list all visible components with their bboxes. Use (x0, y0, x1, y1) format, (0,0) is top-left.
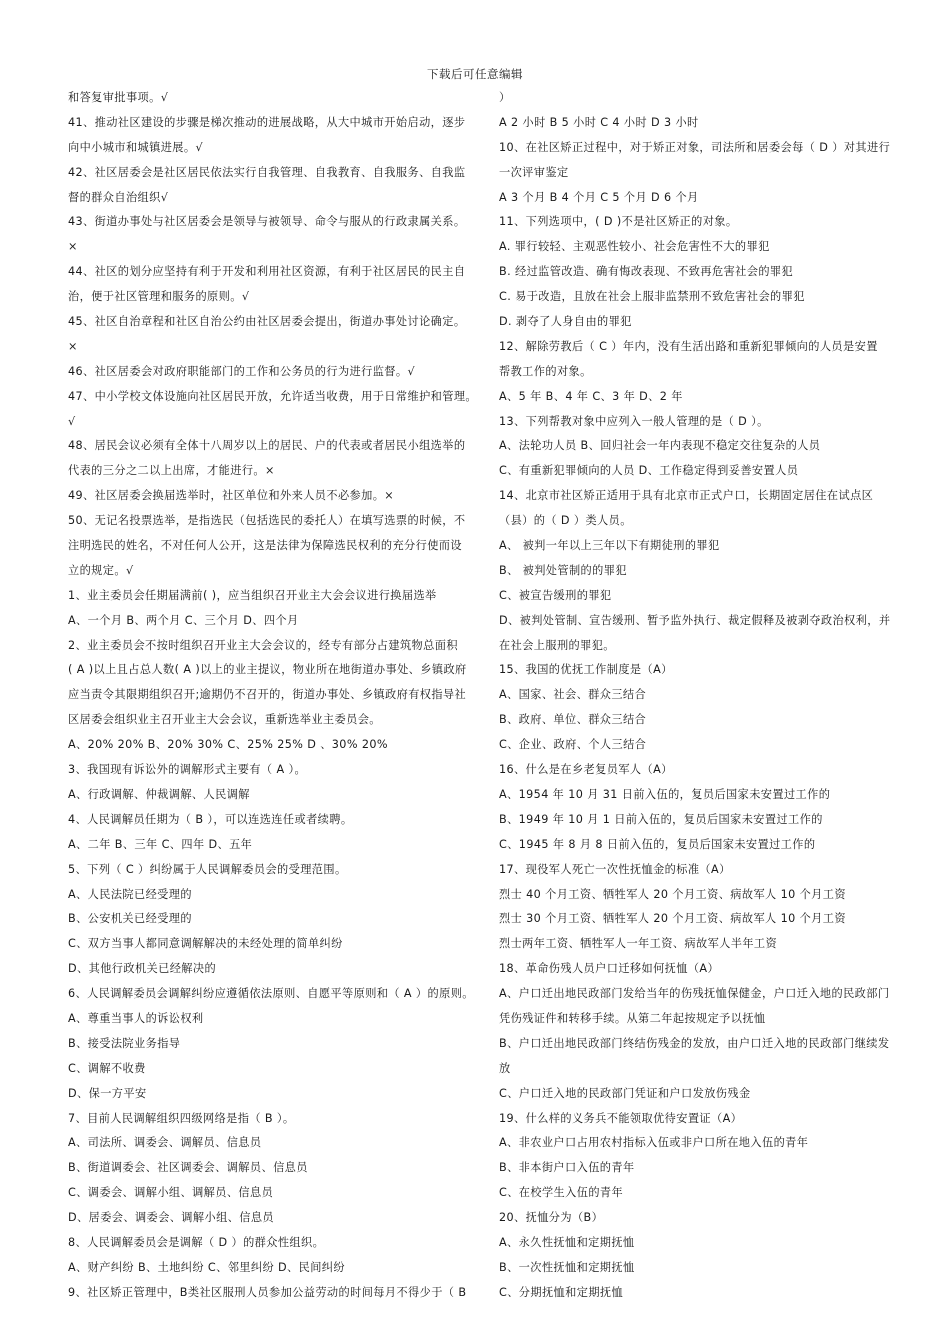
text-line: A 2 小时 B 5 小时 C 4 小时 D 3 小时 (499, 115, 699, 129)
text-line: 向中小城市和城镇进展。√ (68, 140, 203, 154)
text-line: D、保一方平安 (68, 1086, 147, 1100)
text-line: A、永久性抚恤和定期抚恤 (499, 1235, 635, 1249)
text-line: D、被判处管制、宣告缓刑、暂予监外执行、裁定假释及被剥夺政治权利，并 (499, 613, 891, 627)
text-line: B、户口迁出地民政部门终结伤残金的发放，由户口迁入地的民政部门继续发 (499, 1036, 890, 1050)
text-line: × (68, 339, 78, 353)
text-line: 15、我国的优抚工作制度是（A） (499, 663, 673, 677)
text-line: 烈士 40 个月工资、牺牲军人 20 个月工资、病故军人 10 个月工资 (499, 887, 846, 901)
text-line: 治，便于社区管理和服务的原则。√ (68, 290, 250, 304)
text-line: A、国家、社会、群众三结合 (499, 688, 647, 702)
text-line: A. 罪行较轻、主观恶性较小、社会危害性不大的罪犯 (499, 240, 770, 254)
text-line: 3、我国现有诉讼外的调解形式主要有（ A ）。 (68, 763, 307, 777)
text-line: 10、在社区矫正过程中，对于矫正对象，司法所和居委会每（ D ）对其进行 (499, 140, 891, 154)
text-line: 在社会上服刑的罪犯。 (499, 638, 615, 652)
text-line: 4、人民调解员任期为（ B ），可以连选连任或者续聘。 (68, 812, 353, 826)
text-line: B、 被判处管制的的罪犯 (499, 563, 627, 577)
text-line: 49、社区居委会换届选举时，社区单位和外来人员不必参加。× (68, 489, 395, 503)
text-line: 立的规定。√ (68, 563, 134, 577)
text-line: 督的群众自治组织√ (68, 190, 169, 204)
text-line: C、调委会、调解小组、调解员、信息员 (68, 1186, 274, 1200)
text-line: A、行政调解、仲裁调解、人民调解 (68, 787, 250, 801)
text-line: A、二年 B、三年 C、四年 D、五年 (68, 837, 253, 851)
text-line: 一次评审鉴定 (499, 165, 569, 179)
text-line: 区居委会组织业主召开业主大会会议，重新选举业主委员会。 (68, 713, 381, 727)
text-line: B. 经过监管改造、确有悔改表现、不致再危害社会的罪犯 (499, 265, 794, 279)
text-line: 11、下列选项中，( D )不是社区矫正的对象。 (499, 215, 738, 229)
text-line: 8、人民调解委员会是调解（ D ）的群众性组织。 (68, 1235, 325, 1249)
text-line: 烈士两年工资、牺牲军人一年工资、病故军人半年工资 (499, 937, 778, 951)
text-line: C、分期抚恤和定期抚恤 (499, 1285, 624, 1299)
text-line: C、企业、政府、个人三结合 (499, 738, 647, 752)
right-column (499, 86, 909, 1306)
text-line: 48、居民会议必须有全体十八周岁以上的居民、户的代表或者居民小组选举的 (68, 439, 466, 453)
text-line: B、非本街户口入伍的青年 (499, 1161, 635, 1175)
text-line: 代表的三分之二以上出席，才能进行。× (68, 464, 275, 478)
text-line: A、非农业户口占用农村指标入伍或非户口所在地入伍的青年 (499, 1136, 809, 1150)
text-line: 放 (499, 1061, 511, 1075)
text-line: 12、解除劳教后（ C ）年内，没有生活出路和重新犯罪倾向的人员是安置 (499, 339, 878, 353)
text-line: ） (499, 91, 511, 104)
text-line: 2、业主委员会不按时组织召开业主大会会议的，经专有部分占建筑物总面积 (68, 638, 458, 652)
text-line: A、人民法院已经受理的 (68, 887, 192, 901)
text-line: 44、社区的划分应坚持有利于开发和利用社区资源，有利于社区居民的民主自 (68, 265, 466, 279)
text-line: 凭伤残证件和转移手续。从第二年起按规定予以抚恤 (499, 1011, 766, 1025)
text-line: B、公安机关已经受理的 (68, 912, 192, 926)
text-line: 41、推动社区建设的步骤是梯次推动的进展战略，从大中城市开始启动，逐步 (68, 115, 466, 129)
text-line: A、尊重当事人的诉讼权利 (68, 1011, 204, 1025)
text-line: 和答复审批事项。√ (68, 91, 169, 104)
text-line: A、财产纠纷 B、土地纠纷 C、邻里纠纷 D、民间纠纷 (68, 1260, 345, 1274)
text-line: 6、人民调解委员会调解纠纷应遵循依法原则、自愿平等原则和（ A ）的原则。 (68, 987, 474, 1001)
text-line: 14、北京市社区矫正适用于具有北京市正式户口，长期固定居住在试点区 (499, 489, 874, 503)
text-line: C、1945 年 8 月 8 日前入伍的，复员后国家未安置过工作的 (499, 837, 816, 851)
page-header: 下载后可任意编辑 (427, 67, 523, 81)
text-line: 47、中小学校文体设施向社区居民开放，允许适当收费，用于日常维护和管理。 (68, 389, 478, 403)
text-line: B、一次性抚恤和定期抚恤 (499, 1260, 635, 1274)
text-line: 7、目前人民调解组织四级网络是指（ B ）。 (68, 1111, 295, 1125)
text-line: D. 剥夺了人身自由的罪犯 (499, 315, 632, 329)
text-line: C、有重新犯罪倾向的人员 D、工作稳定得到妥善安置人员 (499, 464, 799, 478)
text-line: 19、什么样的义务兵不能领取优待安置证（A） (499, 1111, 743, 1125)
text-line: B、1949 年 10 月 1 日前入伍的，复员后国家未安置过工作的 (499, 812, 823, 826)
text-line: 50、无记名投票选举，是指选民（包括选民的委托人）在填写选票的时候，不 (68, 514, 466, 528)
text-line: 13、下列帮教对象中应列入一般人管理的是（ D ）。 (499, 414, 769, 428)
text-line: C、户口迁入地的民政部门凭证和户口发放伤残金 (499, 1086, 751, 1100)
text-line: （县）的（ D ）类人员。 (499, 514, 632, 528)
text-line: C. 易于改造，且放在社会上服非监禁刑不致危害社会的罪犯 (499, 290, 805, 304)
text-line: 18、革命伤残人员户口迁移如何抚恤（A） (499, 962, 720, 976)
text-line: 42、社区居委会是社区居民依法实行自我管理、自我教育、自我服务、自我监 (68, 165, 466, 179)
text-line: A、 被判一年以上三年以下有期徒刑的罪犯 (499, 539, 720, 553)
text-line: B、政府、单位、群众三结合 (499, 713, 647, 727)
text-line: 9、社区矫正管理中，B类社区服刑人员参加公益劳动的时间每月不得少于（ B (68, 1285, 467, 1299)
left-column (68, 86, 488, 1306)
text-line: 1、业主委员会任期届满前( )，应当组织召开业主大会会议进行换届选举 (68, 588, 437, 602)
text-line: 45、社区自治章程和社区自治公约由社区居委会提出，街道办事处讨论确定。 (68, 315, 466, 329)
text-line: 5、下列（ C ）纠纷属于人民调解委员会的受理范围。 (68, 862, 347, 876)
text-line: √ (68, 414, 76, 428)
text-line: 43、街道办事处与社区居委会是领导与被领导、命令与服从的行政隶属关系。 (68, 215, 466, 229)
text-line: × (68, 240, 78, 254)
text-line: C、在校学生入伍的青年 (499, 1186, 624, 1200)
text-line: C、双方当事人都同意调解解决的未经处理的简单纠纷 (68, 937, 343, 951)
text-line: 16、什么是在乡老复员军人（A） (499, 763, 673, 777)
text-line: A、一个月 B、两个月 C、三个月 D、四个月 (68, 613, 299, 627)
text-line: 烈士 30 个月工资、牺牲军人 20 个月工资、病故军人 10 个月工资 (499, 912, 846, 926)
text-line: A、法轮功人员 B、回归社会一年内表现不稳定交往复杂的人员 (499, 439, 821, 453)
text-line: A、5 年 B、4 年 C、3 年 D、2 年 (499, 389, 683, 403)
text-line: D、其他行政机关已经解决的 (68, 962, 217, 976)
text-line: D、居委会、调委会、调解小组、信息员 (68, 1211, 275, 1225)
text-line: B、街道调委会、社区调委会、调解员、信息员 (68, 1161, 308, 1175)
text-line: A、户口迁出地民政部门发给当年的伤残抚恤保健金，户口迁入地的民政部门 (499, 987, 890, 1001)
text-line: B、接受法院业务指导 (68, 1036, 181, 1050)
text-line: A、20% 20% B、20% 30% C、25% 25% D 、30% 20% (68, 738, 388, 752)
text-line: 46、社区居委会对政府职能部门的工作和公务员的行为进行监督。√ (68, 364, 416, 378)
text-line: A、1954 年 10 月 31 日前入伍的，复员后国家未安置过工作的 (499, 787, 831, 801)
text-line: C、调解不收费 (68, 1061, 146, 1075)
text-line: A 3 个月 B 4 个月 C 5 个月 D 6 个月 (499, 190, 699, 204)
text-line: 注明选民的姓名，不对任何人公开，这是法律为保障选民权利的充分行使而设 (68, 539, 462, 553)
text-line: C、被宣告缓刑的罪犯 (499, 588, 612, 602)
text-line: A、司法所、调委会、调解员、信息员 (68, 1136, 262, 1150)
text-line: 17、现役军人死亡一次性抚恤金的标准（A） (499, 862, 731, 876)
text-line: 应当责令其限期组织召开;逾期仍不召开的，街道办事处、乡镇政府有权指导社 (68, 688, 467, 702)
text-line: 20、抚恤分为（B） (499, 1211, 604, 1225)
text-line: 帮教工作的对象。 (499, 364, 592, 378)
text-line: ( A )以上且占总人数( A )以上的业主提议，物业所在地街道办事处、乡镇政府 (68, 663, 467, 677)
